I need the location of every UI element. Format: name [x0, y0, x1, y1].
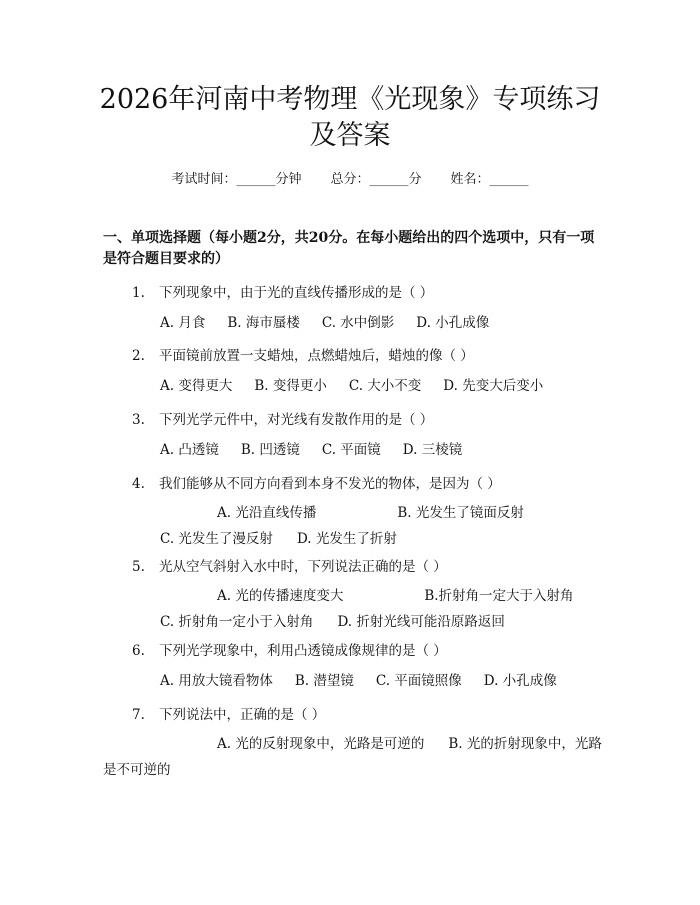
- option: A. 光的反射现象中，光路是可逆的: [217, 736, 425, 752]
- question-text: 下列现象中，由于光的直线传播形成的是（ ）: [159, 285, 434, 301]
- question-options: [160, 437, 484, 463]
- option: B.折射角一定大于入射角: [424, 588, 574, 604]
- option: D. 先变大后变小: [443, 378, 544, 394]
- question-number: 3.: [132, 412, 145, 428]
- option: B. 海市蜃楼: [227, 315, 300, 331]
- option: C. 光发生了漫反射: [160, 531, 273, 547]
- option: D. 光发生了折射: [296, 531, 397, 547]
- section-heading: 一、单项选择题（每小题2分，共20分。在每小题给出的四个选项中，只有一项是符合题目要求的）: [103, 230, 595, 267]
- option: C. 水中倒影: [321, 315, 395, 331]
- page-title: 2026年河南中考物理《光现象》专项练习及答案: [99, 84, 601, 151]
- question-options: [103, 500, 603, 552]
- question-options: [103, 731, 603, 783]
- option: B. 凹透镜: [240, 442, 300, 458]
- question-options: [160, 310, 511, 336]
- total-score: 总分：______分: [330, 172, 422, 187]
- option: D. 小孔成像: [483, 673, 557, 689]
- student-name: 姓名：______: [450, 172, 529, 187]
- question-number: 2.: [132, 348, 145, 364]
- option: C. 大小不变: [348, 378, 422, 394]
- option: C. 平面镜: [321, 442, 381, 458]
- option: C. 平面镜照像: [375, 673, 462, 689]
- question: [132, 283, 433, 303]
- option: A. 光沿直线传播: [217, 505, 317, 521]
- question: [132, 474, 501, 494]
- question-number: 5.: [132, 559, 145, 575]
- question-text: 下列光学现象中，利用凸透镜成像规律的是（ ）: [159, 643, 447, 659]
- question: [132, 641, 447, 661]
- option: C. 折射角一定小于入射角: [160, 614, 314, 630]
- option: D. 小孔成像: [416, 315, 490, 331]
- question-options: [103, 583, 603, 635]
- question-text: 下列光学元件中，对光线有发散作用的是（ ）: [159, 412, 434, 428]
- option: A. 月食: [160, 315, 206, 331]
- option: B. 光的折射现象中，光路是不可逆的: [103, 736, 602, 778]
- question-text: 光从空气斜射入水中时，下列说法正确的是（ ）: [159, 559, 447, 575]
- option: A. 光的传播速度变大: [217, 588, 344, 604]
- question: [132, 346, 474, 366]
- option: D. 三棱镜: [402, 442, 463, 458]
- question-options: [160, 373, 565, 399]
- question: [132, 410, 433, 430]
- exam-time: 考试时间：______分钟: [171, 172, 302, 187]
- option: A. 用放大镜看物体: [160, 673, 273, 689]
- exam-info: [0, 168, 700, 187]
- question-number: 7.: [132, 707, 145, 723]
- option: B. 潜望镜: [294, 673, 354, 689]
- question-text: 我们能够从不同方向看到本身不发光的物体，是因为（ ）: [159, 476, 501, 492]
- question-number: 6.: [132, 643, 145, 659]
- question-options: [160, 668, 579, 694]
- question-text: 下列说法中，正确的是（ ）: [159, 707, 326, 723]
- option: B. 变得更小: [254, 378, 327, 394]
- question-number: 4.: [132, 476, 145, 492]
- question: [132, 705, 325, 725]
- option: A. 变得更大: [160, 378, 233, 394]
- option: A. 凸透镜: [160, 442, 219, 458]
- option: D. 折射光线可能沿原路返回: [337, 614, 505, 630]
- question-number: 1.: [132, 285, 145, 301]
- question: [132, 557, 447, 577]
- question-text: 平面镜前放置一支蜡烛，点燃蜡烛后，蜡烛的像（ ）: [159, 348, 474, 364]
- option: B. 光发生了镜面反射: [397, 505, 524, 521]
